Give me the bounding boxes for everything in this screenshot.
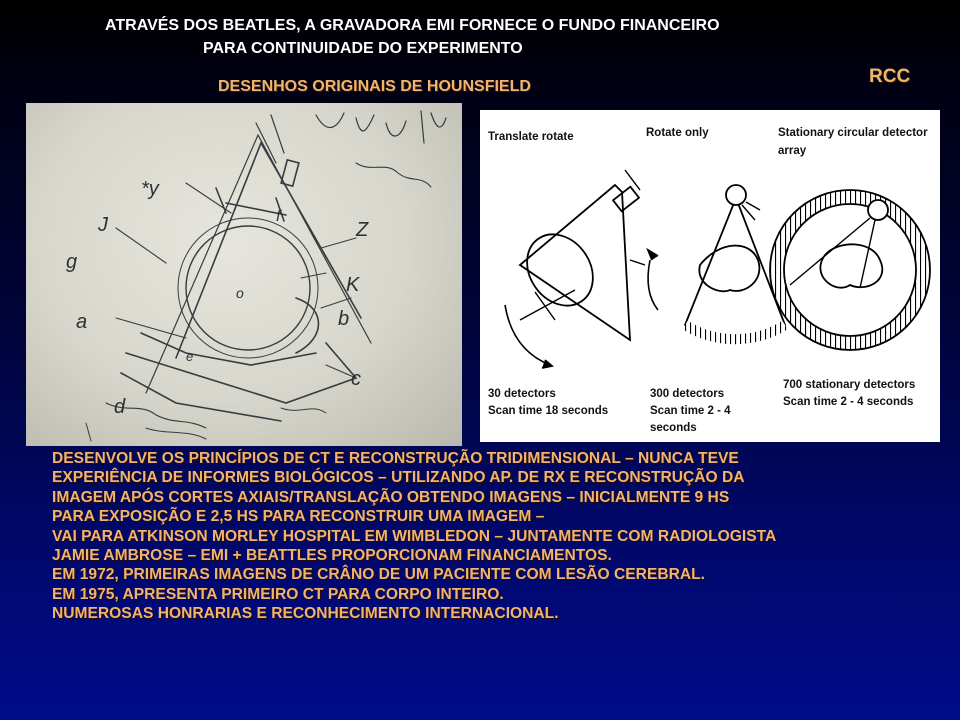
body-line: EM 1972, PRIMEIRAS IMAGENS DE CRÂNO DE UM PACIENTE COM LESÃO CEREBRAL. [52, 566, 705, 584]
sketch-label-e: e [186, 349, 194, 364]
body-line: PARA EXPOSIÇÃO E 2,5 HS PARA RECONSTRUIR UMA IMAGEM – [52, 508, 545, 526]
body-line: EXPERIÊNCIA DE INFORMES BIOLÓGICOS – UTILIZANDO AP. DE RX E RECONSTRUÇÃO DA [52, 469, 745, 487]
sketch-label-b: b [338, 308, 350, 330]
panel3-title: Stationary circular detector [778, 127, 928, 139]
sketch-label-d: d [114, 396, 126, 418]
translate-rotate-figure [505, 170, 645, 368]
panel2-caption-3: seconds [650, 422, 697, 434]
panel3-caption-1: 700 stationary detectors [783, 379, 916, 391]
stationary-detector-figure [770, 190, 930, 350]
panel1-caption-2: Scan time 18 seconds [488, 405, 609, 417]
sketch-label-f: f [276, 208, 281, 225]
hounsfield-sketch-photo [26, 103, 462, 446]
sketch-label-j: J [98, 214, 108, 236]
sketch-label-k: K [346, 274, 360, 296]
panel3-caption-2: Scan time 2 - 4 seconds [783, 396, 914, 408]
slide-title-line-1: ATRAVÉS DOS BEATLES, A GRAVADORA EMI FORNECE O FUNDO FINANCEIRO [105, 17, 720, 34]
panel1-caption-1: 30 detectors [488, 388, 556, 400]
sketch-label-c: c [351, 368, 361, 390]
rotate-only-figure [648, 185, 785, 339]
sketch-label-o: o [236, 285, 244, 301]
sketch-label-z: Z [356, 219, 369, 241]
panel1-title: Translate rotate [488, 131, 574, 143]
panel3-title-line2: array [778, 145, 807, 157]
body-line: IMAGEM APÓS CORTES AXIAIS/TRANSLAÇÃO OBTENDO IMAGENS – INICIALMENTE 9 HS [52, 488, 730, 506]
slide-subtitle: DESENHOS ORIGINAIS DE HOUNSFIELD [218, 78, 531, 95]
sketch-label-g: g [66, 251, 78, 273]
ct-generations-diagram [480, 110, 940, 442]
slide-title-line-2: PARA CONTINUIDADE DO EXPERIMENTO [203, 40, 523, 57]
body-line: EM 1975, APRESENTA PRIMEIRO CT PARA CORPO INTEIRO. [52, 585, 504, 603]
body-line: JAMIE AMBROSE – EMI + BEATTLES PROPORCIONAM FINANCIAMENTOS. [52, 547, 612, 565]
sketch-drawing [26, 103, 462, 446]
panel2-title: Rotate only [646, 127, 709, 139]
sketch-label-y: *y [141, 178, 159, 200]
body-line: NUMEROSAS HONRARIAS E RECONHECIMENTO INTERNACIONAL. [52, 605, 559, 623]
body-line: VAI PARA ATKINSON MORLEY HOSPITAL EM WIMBLEDON – JUNTAMENTE COM RADIOLOGISTA [52, 527, 777, 545]
ct-diagram-svg [480, 110, 940, 442]
panel2-caption-1: 300 detectors [650, 388, 725, 400]
panel2-caption-2: Scan time 2 - 4 [650, 405, 731, 417]
sketch-label-a: a [76, 311, 88, 333]
body-text [52, 449, 947, 624]
rcc-badge: RCC [869, 66, 911, 87]
body-line: DESENVOLVE OS PRINCÍPIOS DE CT E RECONSTRUÇÃO TRIDIMENSIONAL – NUNCA TEVE [52, 450, 739, 467]
